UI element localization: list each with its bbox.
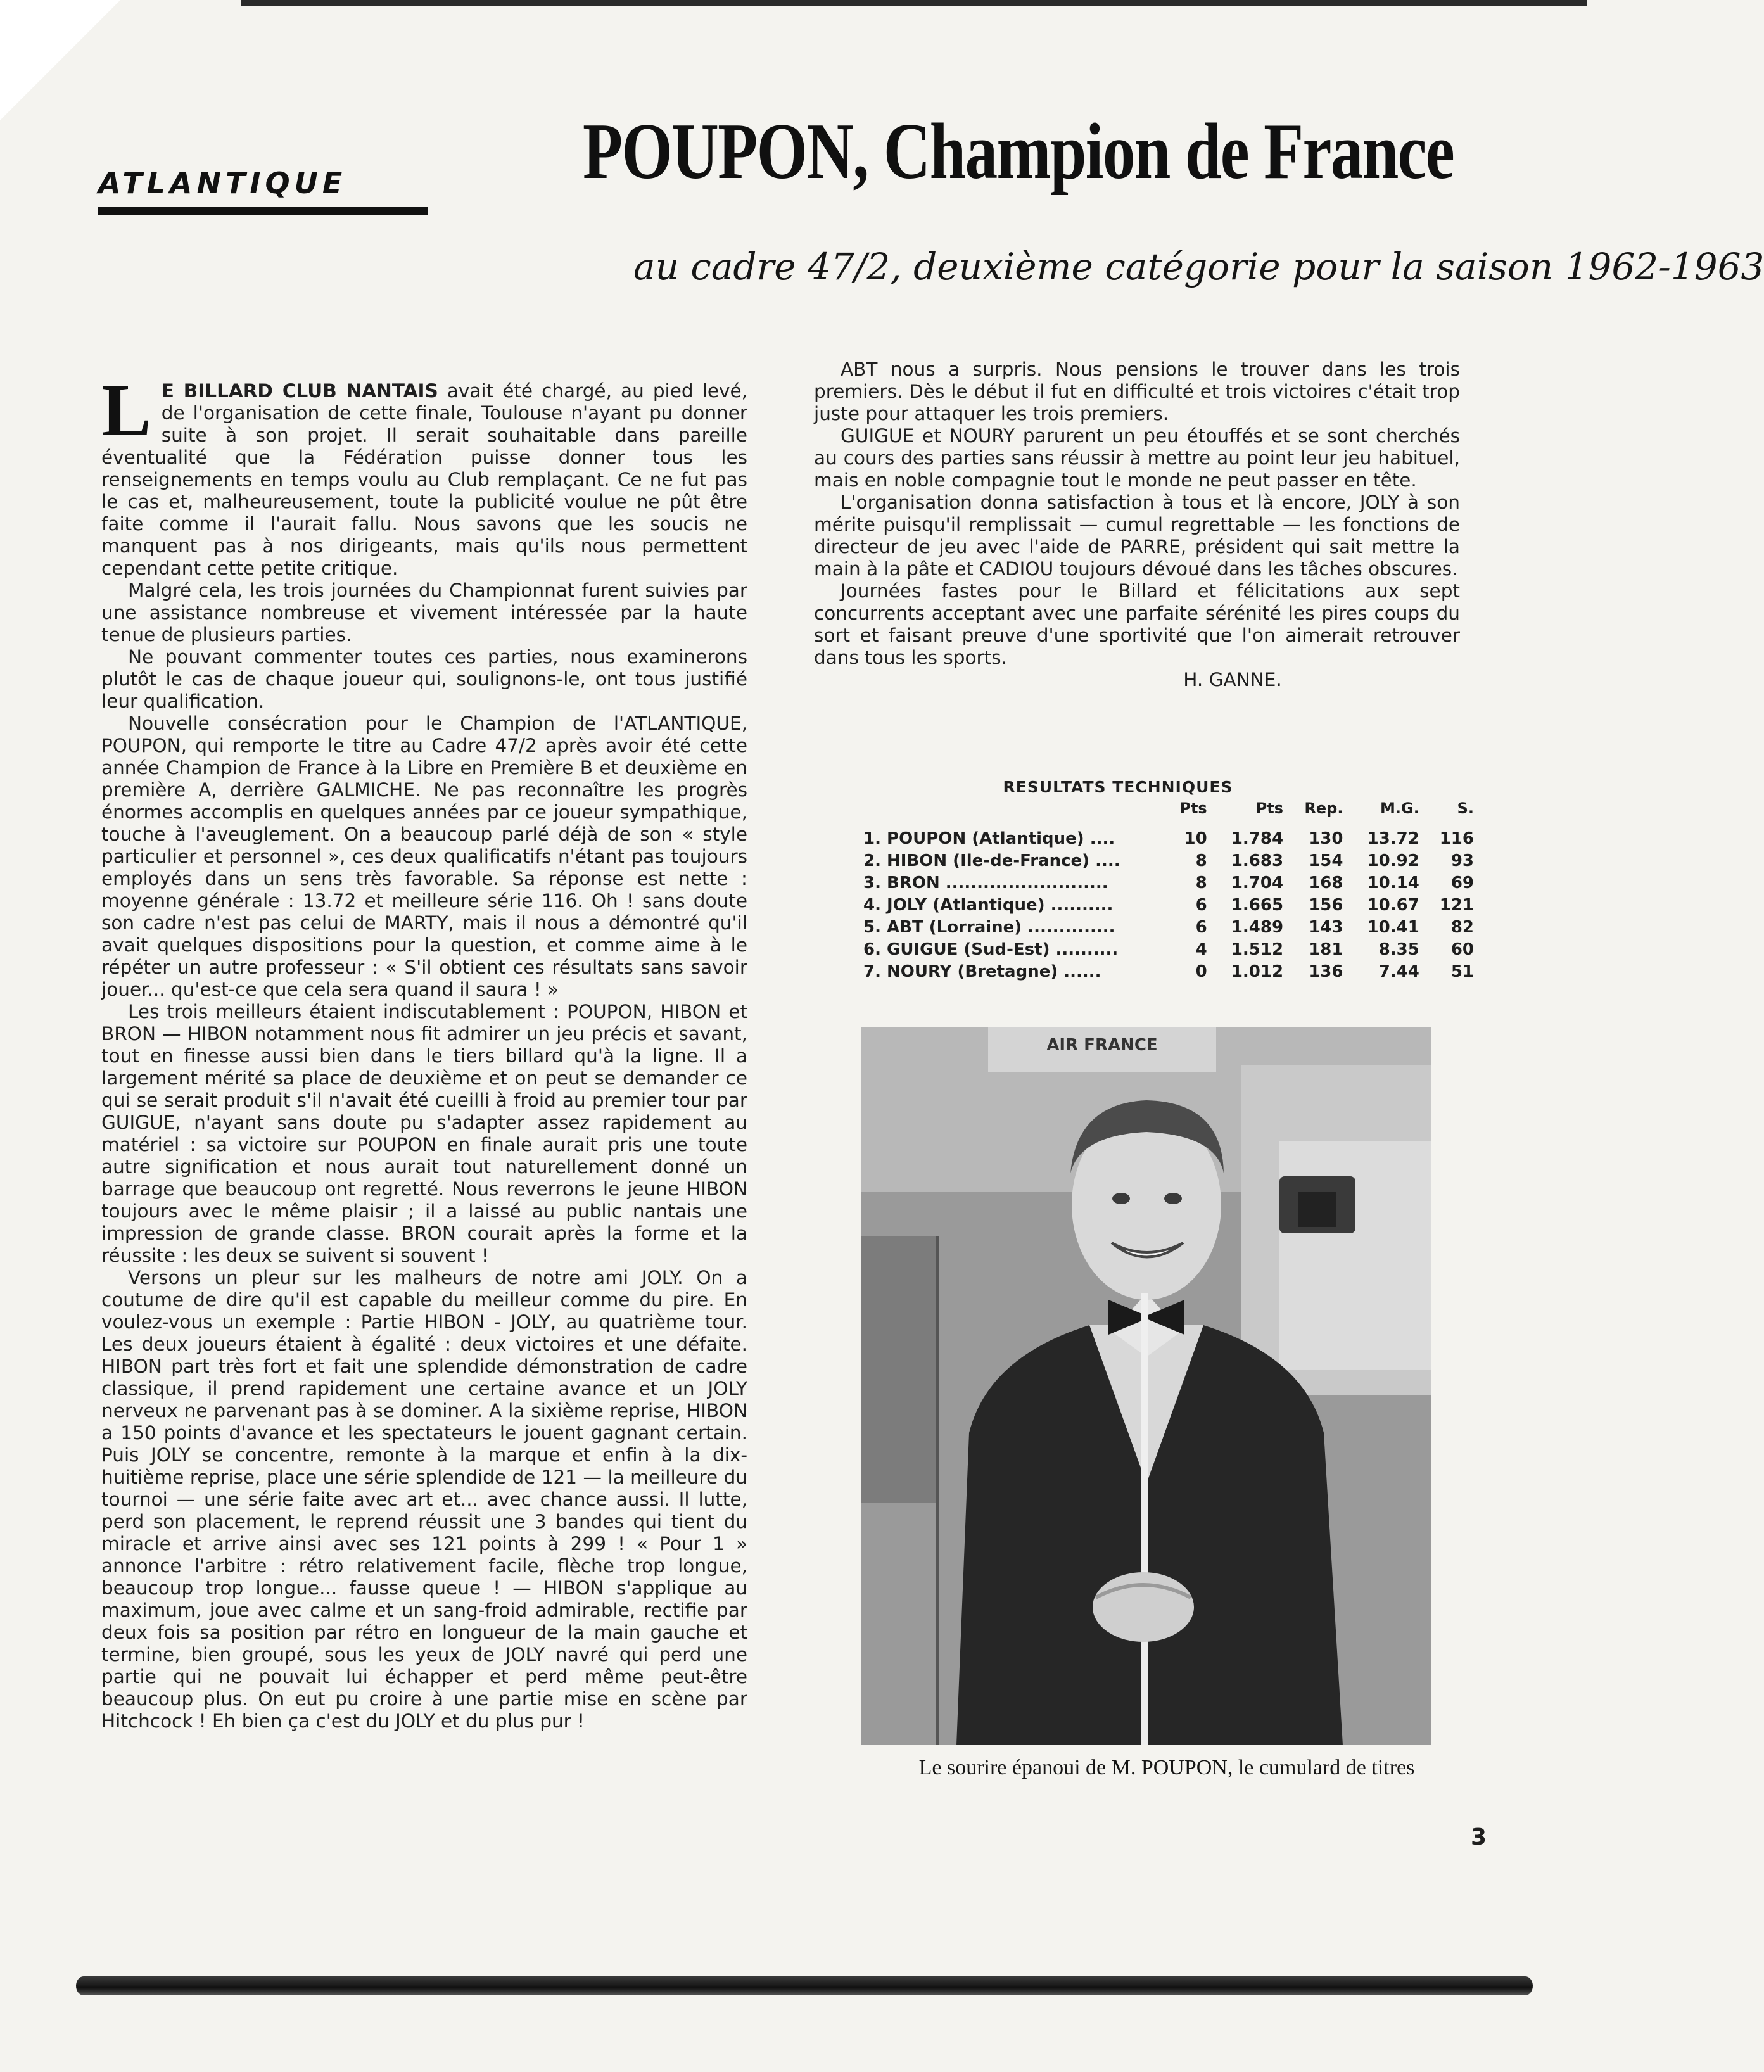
air-france-sign: AIR FRANCE — [1046, 1036, 1158, 1055]
article-paragraph: L'organisation donna satisfaction à tous et là encore, JOLY à son mérite puisqu'il remplissait — cumul regrettable — les fonctions de directeur de jeu avec l'aide de PARRE, président qui sait mettre la main à la pâte et CADIOU toujours dévoué dans les tâches obscures. — [814, 492, 1460, 580]
table-cell: 10.14 — [1367, 873, 1419, 893]
table-cell: 10.67 — [1367, 895, 1419, 915]
champion-photo — [861, 1027, 1431, 1745]
table-cell: 8 — [1195, 873, 1207, 893]
article-paragraph: Les trois meilleurs étaient indiscutablement : POUPON, HIBON et BRON — HIBON notamment nous fit admirer un jeu précis et savant, tout en finesse aussi bien dans le tiers billard qu'à la ligne. Il a largement mérité sa place de deuxième et on peut se demander ce qui se serait produit s'il n'avait été cueilli à froid au premier tour par GUIGUE, n'ayant sans doute pu s'adapter assez rapidement au matériel : sa victoire sur POUPON en finale aurait pris une toute autre signification et nous aurait tout naturellement donné un barrage que beaucoup ont regretté. Nous reverrons le jeune HIBON toujours avec le même plaisir ; il a laissé au public nantais une impression de grande classe. BRON courait après la forme et la réussite : les deux se suivent si souvent ! — [101, 1001, 747, 1266]
bottom-rule — [76, 1976, 1533, 1995]
table-cell: 10.41 — [1367, 917, 1419, 937]
results-title: RESULTATS TECHNIQUES — [1003, 778, 1233, 796]
player-cell: 5. ABT (Lorraine) .............. — [863, 917, 1115, 937]
table-cell: 121 — [1439, 895, 1474, 915]
table-cell: 1.784 — [1231, 829, 1284, 848]
table-row — [858, 849, 1479, 872]
table-row — [858, 894, 1479, 916]
table-row — [858, 827, 1479, 849]
header-cell — [858, 799, 1166, 827]
table-cell: 156 — [1309, 895, 1343, 915]
table-row — [858, 916, 1479, 938]
table-cell: 1.665 — [1231, 895, 1284, 915]
table-cell: 168 — [1309, 873, 1343, 893]
table-cell: 8.35 — [1378, 939, 1419, 959]
table-cell: 1.012 — [1231, 962, 1284, 981]
article-paragraph: Journées fastes pour le Billard et félicitations aux sept concurrents acceptant avec une parfaite sérénité les pires coups du sort et faisant preuve d'une sportivité que l'on aimerait retrouver dans tous les sports. — [814, 580, 1460, 668]
section-underline — [98, 207, 428, 215]
table-row — [858, 960, 1479, 982]
header-cell: M.G. — [1380, 799, 1419, 817]
photo-caption: Le sourire épanoui de M. POUPON, le cumulard de titres — [918, 1756, 1415, 1779]
player-cell: 3. BRON .......................... — [863, 873, 1108, 893]
header-cell: Pts — [1179, 799, 1207, 817]
header-cell: Rep. — [1304, 799, 1343, 817]
player-cell: 6. GUIGUE (Sud-Est) .......... — [863, 939, 1119, 959]
table-cell: 1.489 — [1231, 917, 1284, 937]
paragraph-text: avait été chargé, au pied levé, de l'organisation de cette finale, Toulouse n'ayant pu donner suite à son projet. Il serait souhaitable dans pareille éventualité que la Fédération puisse donner tous les renseignements en temps voulu au Club remplaçant. Ce ne fut pas le cas et, malheureusement, toute la publicité voulue ne pût être faite comme il l'aurait fallu. Nous savons que les soucis ne manquent pas à nos dirigeants, mais qu'ils nous permettent cependant cette petite critique. — [101, 380, 748, 579]
table-row — [858, 872, 1479, 894]
table-cell: 69 — [1450, 873, 1474, 893]
lead-text: E BILLARD CLUB NANTAIS — [161, 380, 438, 402]
table-cell: 1.704 — [1231, 873, 1284, 893]
player-cell: 7. NOURY (Bretagne) ...... — [863, 962, 1101, 981]
header-cell: S. — [1457, 799, 1474, 817]
table-cell: 0 — [1195, 962, 1207, 981]
table-row — [858, 938, 1479, 960]
table-cell: 4 — [1195, 939, 1207, 959]
table-cell: 130 — [1309, 829, 1343, 848]
table-cell: 93 — [1450, 851, 1474, 870]
player-cell: 4. JOLY (Atlantique) .......... — [863, 895, 1114, 915]
table-cell: 8 — [1195, 851, 1207, 870]
table-cell: 51 — [1450, 962, 1474, 981]
article-column-right — [814, 359, 1460, 691]
article-column-left — [101, 369, 748, 1732]
table-cell: 143 — [1309, 917, 1343, 937]
table-cell: 82 — [1450, 917, 1474, 937]
results-header-row — [858, 799, 1479, 827]
folded-corner — [0, 0, 120, 120]
page-subtitle: au cadre 47/2, deuxième catégorie pour la saison 1962-1963 — [633, 245, 1764, 288]
page-number: 3 — [1471, 1824, 1487, 1850]
player-cell: 1. POUPON (Atlantique) .... — [863, 829, 1115, 848]
article-paragraph: Ne pouvant commenter toutes ces parties, nous examinerons plutôt le cas de chaque joueur qui, soulignons-le, ont tous justifié leur qualification. — [101, 646, 747, 712]
top-rule — [241, 0, 1587, 6]
author-signature: H. GANNE. — [1183, 669, 1282, 690]
table-cell: 136 — [1309, 962, 1343, 981]
article-paragraph: Nouvelle consécration pour le Champion de l'ATLANTIQUE, POUPON, qui remporte le titre au Cadre 47/2 après avoir été cette année Champion de France à la Libre en Première B et deuxième en première A, derrière GALMICHE. Ne pas reconnaître les progrès énormes accomplis en quelques années par ce joueur sympathique, touche à l'aveuglement. On a beaucoup parlé déjà de son « style particulier et personnel », ces deux qualificatifs n'étant pas toujours employés dans un sens très favorable. Sa réponse est nette : moyenne générale : 13.72 et meilleure série 116. Oh ! sans doute son cadre n'est pas celui de MARTY, mais il nous a démontré qu'il avait quelques dispositions pour la question, et comme aime à le répéter un autre professeur : « S'il obtient ces résultats sans savoir jouer... qu'est-ce que cela sera quand il saura ! » — [101, 713, 747, 1000]
results-table — [858, 799, 1479, 982]
table-cell: 10 — [1184, 829, 1207, 848]
table-cell: 1.683 — [1231, 851, 1284, 870]
table-cell: 10.92 — [1367, 851, 1419, 870]
article-paragraph: Malgré cela, les trois journées du Championnat furent suivies par une assistance nombreuse et vivement intéressée par la haute tenue de plusieurs parties. — [101, 580, 747, 645]
article-paragraph: Versons un pleur sur les malheurs de notre ami JOLY. On a coutume de dire qu'il est capable du meilleur comme du pire. En voulez-vous un exemple : Partie HIBON - JOLY, au quatrième tour. Les deux joueurs étaient à égalité : deux victoires et une défaite. HIBON part très fort et fait une splendide démonstration de cadre classique, il prend rapidement une certaine avance et un JOLY nerveux ne parvenant pas à se dominer. A la sixième reprise, HIBON a 150 points d'avance et les spectateurs le jouent gagnant certain. Puis JOLY se concentre, remonte à la marque et enfin à la dix-huitième reprise, place une série splendide de 121 — la meilleure du tournoi — une série faite avec art et... avec chance aussi. Il lutte, perd son placement, le reprend réussit une 3 bandes qui tient du miracle et arrive ainsi avec ses 121 points à 299 ! « Pour 1 » annonce l'arbitre : rétro relativement facile, flèche trop longue, beaucoup trop longue... fausse queue ! — HIBON s'applique au maximum, joue avec calme et un sang-froid admirable, rectifie par deux fois sa position par rétro en longueur de la main gauche et termine, bien groupé, sous les yeux de JOLY navré qui perd une partie qui ne pouvait lui échapper et perd même peut-être beaucoup plus. On eut pu croire à une partie mise en scène par Hitchcock ! Eh bien ça c'est du JOLY et du plus pur ! — [101, 1267, 747, 1732]
drop-cap: L — [101, 369, 151, 452]
table-cell: 116 — [1439, 829, 1474, 848]
page-title: POUPON, Champion de France — [583, 108, 1454, 196]
table-cell: 6 — [1195, 917, 1207, 937]
header-cell: Pts — [1255, 799, 1284, 817]
table-cell: 7.44 — [1378, 962, 1419, 981]
article-paragraph — [101, 369, 748, 580]
table-cell: 181 — [1309, 939, 1343, 959]
table-cell: 1.512 — [1231, 939, 1284, 959]
section-label: ATLANTIQUE — [98, 166, 347, 200]
table-cell: 6 — [1195, 895, 1207, 915]
article-paragraph: ABT nous a surpris. Nous pensions le trouver dans les trois premiers. Dès le début il fut en difficulté et trois victoires c'était trop juste pour attaquer les trois premiers. — [814, 359, 1460, 424]
player-cell: 2. HIBON (Ile-de-France) .... — [863, 851, 1120, 870]
table-cell: 154 — [1309, 851, 1343, 870]
article-paragraph: GUIGUE et NOURY parurent un peu étouffés et se sont cherchés au cours des parties sans réussir à mettre au point leur jeu habituel, mais en noble compagnie tout le monde ne peut passer en tête. — [814, 425, 1460, 491]
table-cell: 60 — [1450, 939, 1474, 959]
table-cell: 13.72 — [1367, 829, 1419, 848]
photo-illustration — [861, 1027, 1431, 1745]
